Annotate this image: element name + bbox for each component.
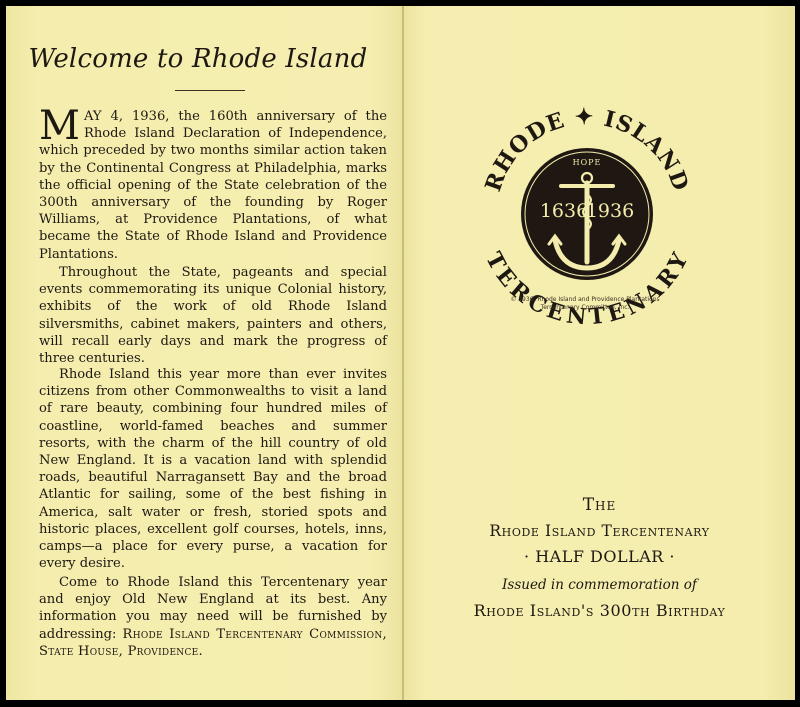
birthday-line: Rhode Island's 300th Birthday — [473, 601, 726, 620]
paragraph-4 — [39, 574, 387, 660]
seal-year-left: 1636 — [539, 200, 589, 222]
paragraph-1 — [39, 103, 387, 263]
seal-top-text: RHODE ✦ ISLAND — [480, 103, 694, 195]
seal-copyright — [450, 296, 720, 312]
paragraph-3: Rhode Island this year more than ever invites citizens from other Commonwealths to visit a land of rare beauty, combining four hundred miles of coastline, world-famed beaches and summer resorts, with the charm of the hill country of old New England. It is a vacation land with splendid roads, beautiful Narragansett Bay and the broad Atlantic for sailing, some of the best fishing in America, salt water or fresh, storied spots and historic places, excellent golf courses, hotels, inns, camps—a place for every purse, a vacation for every desire. — [39, 367, 387, 572]
page-title: Welcome to Rhode Island — [28, 44, 368, 74]
heading-tercentenary: Rhode Island Tercentenary — [489, 522, 710, 540]
copyright-line-2: Tercentenary Committee, Inc. — [540, 304, 630, 311]
title-divider — [175, 90, 245, 91]
issued-line: Issued in commemoration of — [502, 577, 697, 593]
seal-bottom-text: TERCENTENARY — [480, 248, 694, 326]
drop-cap: M — [39, 103, 80, 149]
commission-address: Rhode Island Tercentenary Commission, State House, Providence. — [39, 626, 387, 659]
paragraph-1-text: AY 4, 1936, the 160th anniversary of the Rhode Island Declaration of Independence, which preceded by two months similar action taken by the Continental Congress at Philadelphia, marks the official opening of the State celebration of the 300th anniversary of the founding by Roger Williams, at Providence Plantations, of what became the State of Rhode Island and Providence Plantations. — [39, 109, 387, 262]
paragraph-4-text: Come to Rhode Island this Tercentenary year and enjoy Old New England at its best. Any information you may need will be furnished by addressing: — [39, 575, 387, 642]
copyright-line-1: © 1936, Rhode Island and Providence Plantations — [510, 296, 660, 303]
seal-year-right: 1936 — [585, 200, 635, 222]
paragraph-2: Throughout the State, pageants and special events commemorating its unique Colonial history, exhibits of the work of old Rhode Island silversmiths, cabinet makers, painters and others, will recall early days and mark the progress of three centuries. — [39, 265, 387, 367]
tercentenary-seal — [475, 102, 699, 326]
heading-the: The — [582, 495, 617, 515]
page-fold — [402, 6, 404, 700]
heading-half-dollar: · HALF DOLLAR · — [524, 547, 675, 566]
seal-motto: HOPE — [572, 158, 602, 167]
